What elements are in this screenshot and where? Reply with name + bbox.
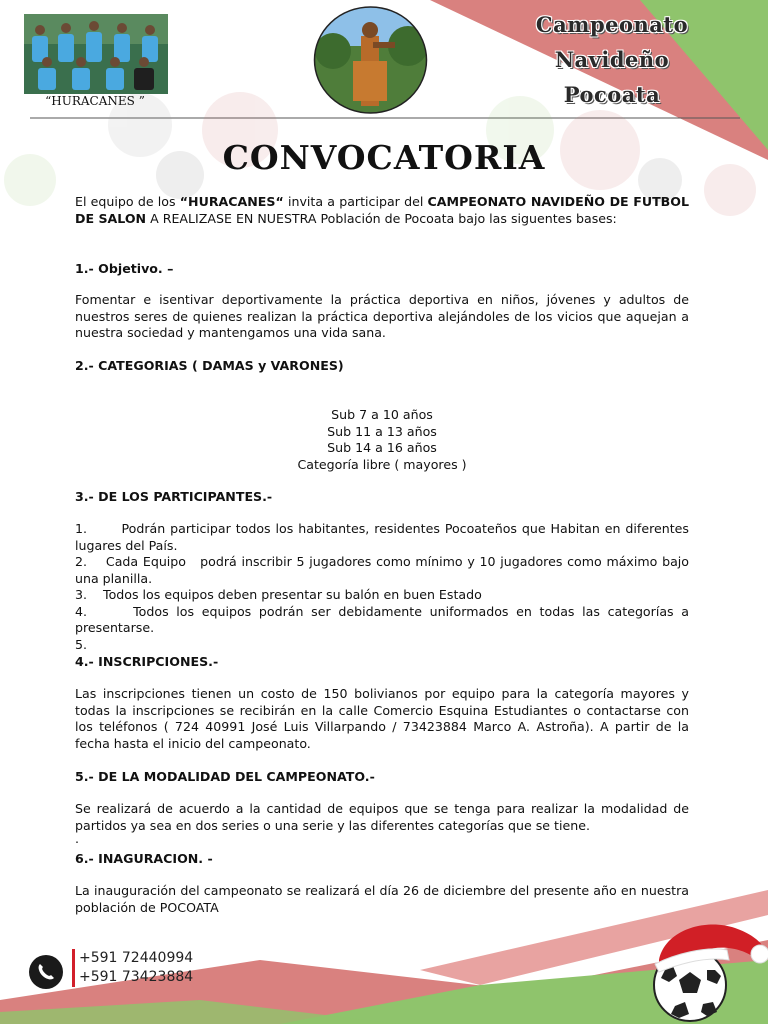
phone-number-2: +591 73423884 — [79, 969, 194, 985]
soccer-ball-santa-hat — [645, 910, 768, 1022]
intro-championship-name: CAMPEONATO NAVIDEÑO DE FUTBOL DE SALON — [75, 194, 689, 226]
intro-text-1: El equipo de los — [75, 194, 180, 209]
intro-paragraph — [75, 194, 689, 227]
category-item: Sub 14 a 16 años — [327, 440, 437, 455]
participants-list — [75, 521, 694, 653]
section-2-heading: 2.- CATEGORIAS ( DAMAS y VARONES) — [75, 358, 344, 373]
intro-team-name: “HURACANES“ — [179, 194, 284, 209]
section-3-heading: 3.- DE LOS PARTICIPANTES.- — [75, 489, 273, 504]
page-title: CONVOCATORIA — [222, 138, 546, 177]
objective-paragraph: Fomentar e isentivar deportivamente la práctica deportiva en niños, jóvenes y adultos de nuestros seres de quienes realizan la práctica deportiva alejándoles de los vicios que aquejan a nuestra sociedad y mantengamos una vida sana. — [75, 292, 689, 340]
contact-phones — [72, 949, 193, 987]
categories-list — [75, 407, 689, 473]
section-5-heading: 5.- DE LA MODALIDAD DEL CAMPEONATO.- — [75, 769, 375, 784]
monument-photo — [313, 6, 428, 114]
category-item: Categoría libre ( mayores ) — [297, 456, 467, 472]
section-1-heading: 1.- Objetivo. – — [75, 261, 174, 276]
phone-number-1: +591 72440994 — [79, 950, 194, 966]
document-body — [75, 194, 689, 227]
team-photo — [24, 14, 168, 94]
section-5-text — [75, 801, 689, 844]
participant-rule: 2. Cada Equipo podrá inscribir 5 jugadores como mínimo y 10 jugadores como máximo bajo una planilla. — [75, 554, 694, 586]
inauguration-paragraph: La inauguración del campeonato se realizará el día 26 de diciembre del presente año en nuestra población de POCOATA — [75, 883, 689, 915]
section-4-heading: 4.- INSCRIPCIONES.- — [75, 654, 219, 669]
category-item: Sub 7 a 10 años — [331, 407, 433, 422]
section-4-text — [75, 686, 689, 752]
section-1-text — [75, 292, 689, 342]
modality-paragraph: Se realizará de acuerdo a la cantidad de equipos que se tenga para realizar la modalidad de partidos ya sea en dos series o una serie y las diferentes categorías que se tiene. — [75, 801, 689, 833]
intro-text-2: invita a participar del — [283, 194, 428, 209]
participant-rule: 5. — [75, 636, 88, 652]
team-caption: “HURACANES ” — [45, 94, 145, 108]
participant-rule: 4. Todos los equipos podrán ser debidamente uniformados en todas las categorías a presentarse. — [75, 603, 694, 635]
participant-rule: 1. Podrán participar todos los habitantes, residentes Pocoateños que Habitan en diferentes lugares del País. — [75, 521, 694, 553]
phone-icon — [29, 955, 63, 989]
participant-rule: 3. Todos los equipos deben presentar su balón en buen Estado — [75, 587, 482, 602]
intro-text-3: A REALIZASE EN NUESTRA Población de Pocoata bajo las siguentes bases: — [146, 210, 617, 226]
section-6-heading: 6.- INAGURACION. - — [75, 851, 213, 866]
inscriptions-paragraph: Las inscripciones tienen un costo de 150 bolivianos por equipo para la categoría mayores y todas la inscripciones se recibirán en la calle Comercio Esquina Estudiantes o contactarse con los teléfonos ( 724 40991 José Luis Villarpando / 73423884 Marco A. Astroña). A partir de la fecha hasta el inicio del campeonato. — [75, 686, 689, 751]
category-item: Sub 11 a 13 años — [327, 423, 437, 439]
section-6-text — [75, 883, 689, 916]
brand-line-1: Campeonato — [535, 12, 689, 37]
modality-dot: . — [75, 831, 80, 846]
brand-line-2: Navideño — [554, 47, 670, 72]
brand-line-3: Pocoata — [563, 82, 661, 107]
